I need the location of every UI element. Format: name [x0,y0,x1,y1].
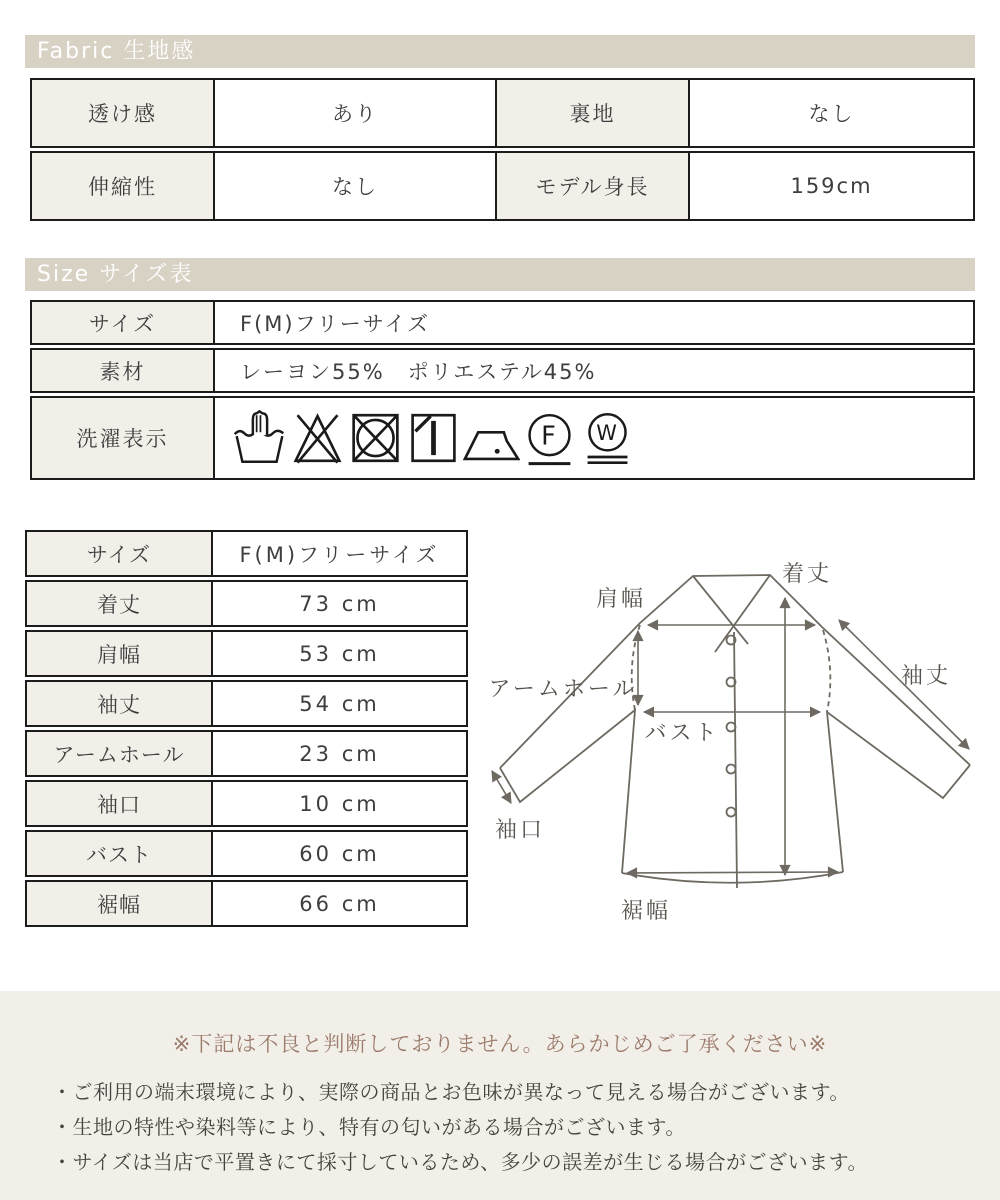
body-length-value: 73 cm [213,580,468,627]
table-row [25,780,468,827]
list-item: ・生地の特性や染料等により、特有の匂いがある場合がございます。 [52,1115,686,1139]
hem-width-label: 裾幅 [25,880,213,927]
body-length-label: 着丈 [25,580,213,627]
dry-clean-F-icon [521,406,578,470]
stretch-label: 伸縮性 [30,151,215,221]
diagram-hem-width-label: 裾幅 [620,899,672,924]
fabric-table [30,78,975,224]
diagram-shoulder-width-label: 肩幅 [595,587,647,612]
diagram-sleeve-length-label: 袖丈 [900,664,952,689]
cuff-label: 袖口 [25,780,213,827]
fabric-section-header: Fabric 生地感 [25,35,975,68]
diagram-bust-label: バスト [644,721,720,746]
fabric-row-2 [30,151,975,221]
sleeve-length-label: 袖丈 [25,680,213,727]
hem-width-value: 66 cm [213,880,468,927]
measure-size-value: F(M)フリーサイズ [213,530,468,577]
stretch-value: なし [215,151,497,221]
sheerness-value: あり [215,78,497,148]
notes-section [0,991,1000,1200]
fabric-row-1 [30,78,975,148]
diagram-cuff-label: 袖口 [494,818,546,843]
do-not-tumble-dry-icon [347,406,404,470]
shirt-outline [500,575,970,888]
size-value: F(M)フリーサイズ [215,300,975,345]
material-label: 素材 [30,348,215,393]
garment-measurement-diagram [480,540,1000,950]
care-row [30,396,975,480]
lining-label: 裏地 [497,78,690,148]
table-row [25,630,468,677]
sheerness-label: 透け感 [30,78,215,148]
diagram-armhole-label: アームホール [488,677,638,702]
svg-text:F: F [541,421,558,452]
armhole-value: 23 cm [213,730,468,777]
size-label: サイズ [30,300,215,345]
bust-label: バスト [25,830,213,877]
cuff-value: 10 cm [213,780,468,827]
iron-low-heat-icon [463,406,520,470]
care-symbols [215,396,975,480]
care-label: 洗濯表示 [30,396,215,480]
diagram-body-length-label: 着丈 [781,562,833,587]
wet-clean-W-icon [579,406,636,470]
list-item: ・ご利用の端末環境により、実際の商品とお色味が異なって見える場合がございます。 [52,1080,850,1104]
table-row [25,880,468,927]
bust-value: 60 cm [213,830,468,877]
table-row [25,580,468,627]
size-section-header: Size サイズ表 [25,258,975,291]
svg-text:W: W [596,420,619,445]
measurements-table [25,530,468,930]
table-row [25,680,468,727]
sleeve-length-value: 54 cm [213,680,468,727]
size-info-table [30,300,975,483]
shoulder-width-label: 肩幅 [25,630,213,677]
line-dry-in-shade-icon [405,406,462,470]
material-row [30,348,975,393]
list-item: ・サイズは当店で平置きにて採寸しているため、多少の誤差が生じる場合がございます。 [52,1150,868,1174]
lining-value: なし [690,78,975,148]
do-not-bleach-icon [289,406,346,470]
shoulder-width-value: 53 cm [213,630,468,677]
model-height-value: 159cm [690,151,975,221]
measure-size-label: サイズ [25,530,213,577]
notes-header: ※下記は不良と判断しておりません。あらかじめご了承ください※ [172,1032,828,1056]
table-row [25,730,468,777]
table-row [25,530,468,577]
armhole-label: アームホール [25,730,213,777]
hand-wash-icon [231,406,288,470]
material-value: レーヨン55% ポリエステル45% [215,348,975,393]
measurement-arrows [492,598,969,875]
table-row [25,830,468,877]
size-row [30,300,975,345]
model-height-label: モデル身長 [497,151,690,221]
notes-list [52,1075,1000,1180]
